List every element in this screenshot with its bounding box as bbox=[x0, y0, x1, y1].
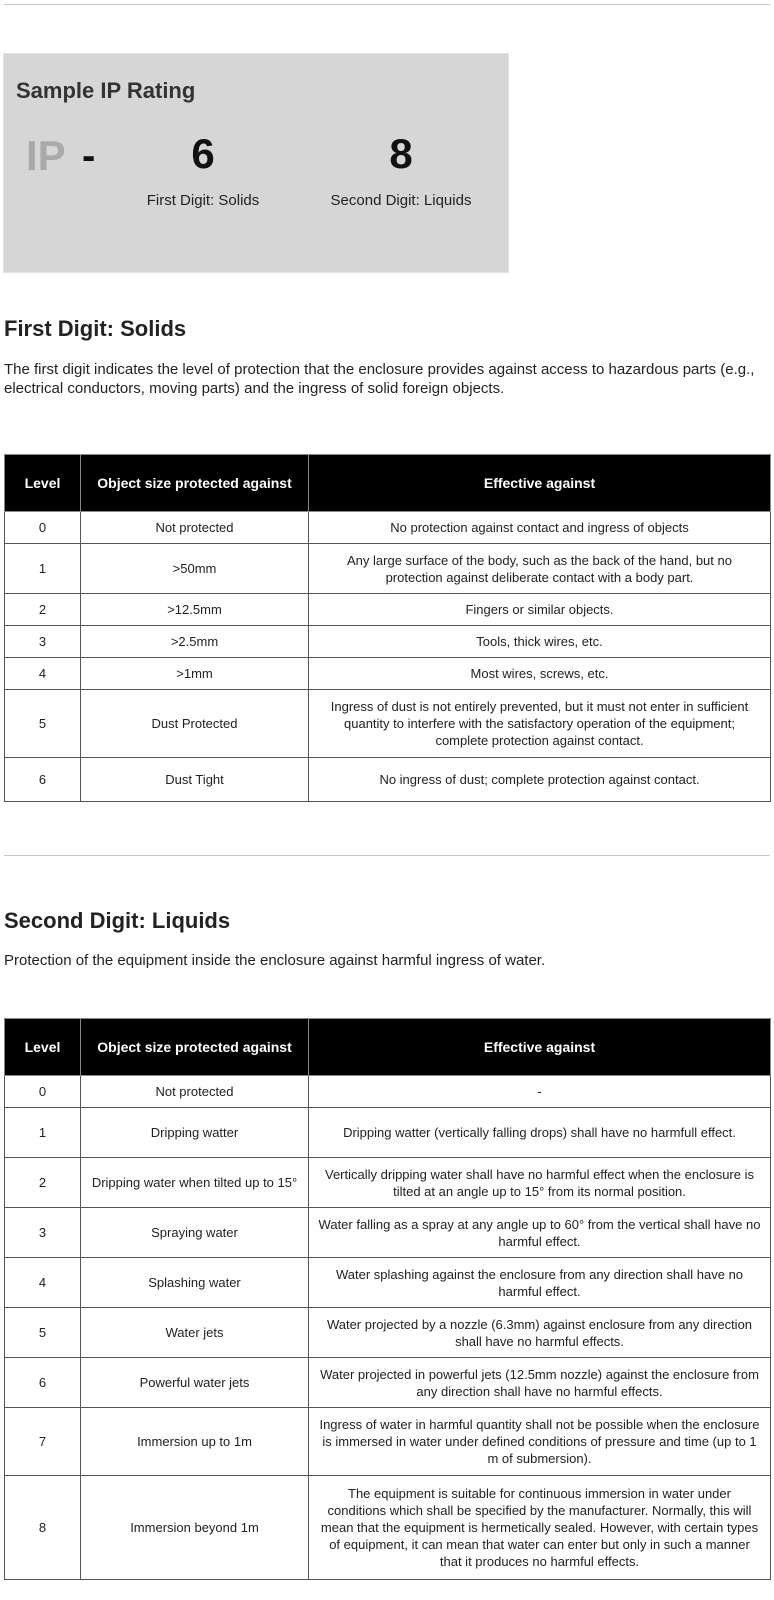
level-cell: 1 bbox=[5, 1108, 81, 1158]
level-cell: 6 bbox=[5, 1358, 81, 1408]
object-size-cell: Dripping water when tilted up to 15° bbox=[81, 1158, 309, 1208]
object-size-cell: >1mm bbox=[81, 658, 309, 690]
liquids-description: Protection of the equipment inside the enclosure against harmful ingress of water. bbox=[4, 952, 546, 969]
header-effective-against: Effective against bbox=[309, 455, 771, 512]
level-cell: 1 bbox=[5, 544, 81, 594]
level-cell: 6 bbox=[5, 758, 81, 802]
table-row bbox=[5, 1476, 771, 1580]
effective-against-cell: Ingress of dust is not entirely prevented, but it must not enter in sufficient quantity to interfere with the satisfactory operation of the equipment; complete protection against contact. bbox=[309, 690, 771, 758]
second-digit-caption: Second Digit: Liquids bbox=[330, 192, 472, 209]
ip-dash: - bbox=[82, 134, 96, 178]
table-row bbox=[5, 658, 771, 690]
header-object-size: Object size protected against bbox=[81, 455, 309, 512]
object-size-cell: Spraying water bbox=[81, 1208, 309, 1258]
object-size-cell: Not protected bbox=[81, 512, 309, 544]
liquids-section-title: Second Digit: Liquids bbox=[4, 908, 231, 933]
level-cell: 5 bbox=[5, 1308, 81, 1358]
object-size-cell: Not protected bbox=[81, 1076, 309, 1108]
header-level: Level bbox=[5, 1019, 81, 1076]
effective-against-cell: Most wires, screws, etc. bbox=[309, 658, 771, 690]
effective-against-cell: The equipment is suitable for continuous immersion in water under conditions which shall be specified by the manufacturer. Normally, this will mean that the equipment is hermetically sealed. However, with certain types of equipment, it can mean that water can enter but only in such a manner that it produces no harmful effects. bbox=[309, 1476, 771, 1580]
top-divider bbox=[4, 4, 770, 5]
object-size-cell: Powerful water jets bbox=[81, 1358, 309, 1408]
effective-against-cell: Any large surface of the body, such as the back of the hand, but no protection against deliberate contact with a body part. bbox=[309, 544, 771, 594]
object-size-cell: Water jets bbox=[81, 1308, 309, 1358]
liquids-table bbox=[4, 1018, 771, 1580]
header-effective-against: Effective against bbox=[309, 1019, 771, 1076]
effective-against-cell: Water projected by a nozzle (6.3mm) against enclosure from any direction shall have no harmful effects. bbox=[309, 1308, 771, 1358]
solids-section-title: First Digit: Solids bbox=[4, 316, 187, 341]
table-row bbox=[5, 1108, 771, 1158]
table-row bbox=[5, 1308, 771, 1358]
table-row bbox=[5, 594, 771, 626]
ip-label: IP bbox=[26, 132, 66, 179]
solids-table bbox=[4, 454, 771, 802]
level-cell: 4 bbox=[5, 1258, 81, 1308]
table-row bbox=[5, 626, 771, 658]
effective-against-cell: Water splashing against the enclosure from any direction shall have no harmful effect. bbox=[309, 1258, 771, 1308]
table-row bbox=[5, 1408, 771, 1476]
effective-against-cell: - bbox=[309, 1076, 771, 1108]
table-row bbox=[5, 1076, 771, 1108]
header-object-size: Object size protected against bbox=[81, 1019, 309, 1076]
effective-against-cell: Water falling as a spray at any angle up to 60° from the vertical shall have no harmful effect. bbox=[309, 1208, 771, 1258]
effective-against-cell: No protection against contact and ingress of objects bbox=[309, 512, 771, 544]
table-row bbox=[5, 1158, 771, 1208]
effective-against-cell: Vertically dripping water shall have no harmful effect when the enclosure is tilted at an angle up to 15° from its normal position. bbox=[309, 1158, 771, 1208]
level-cell: 5 bbox=[5, 690, 81, 758]
first-digit-value: 6 bbox=[191, 130, 215, 177]
table-row bbox=[5, 512, 771, 544]
level-cell: 8 bbox=[5, 1476, 81, 1580]
sample-title: Sample IP Rating bbox=[16, 78, 196, 103]
level-cell: 2 bbox=[5, 1158, 81, 1208]
level-cell: 7 bbox=[5, 1408, 81, 1476]
object-size-cell: Immersion beyond 1m bbox=[81, 1476, 309, 1580]
level-cell: 2 bbox=[5, 594, 81, 626]
sample-ip-rating-panel bbox=[3, 53, 509, 273]
header-level: Level bbox=[5, 455, 81, 512]
level-cell: 3 bbox=[5, 1208, 81, 1258]
section-divider bbox=[4, 855, 770, 856]
effective-against-cell: Dripping watter (vertically falling drops) shall have no harmfull effect. bbox=[309, 1108, 771, 1158]
object-size-cell: Immersion up to 1m bbox=[81, 1408, 309, 1476]
object-size-cell: >2.5mm bbox=[81, 626, 309, 658]
table-row bbox=[5, 758, 771, 802]
second-digit-value: 8 bbox=[389, 130, 413, 177]
level-cell: 0 bbox=[5, 512, 81, 544]
effective-against-cell: No ingress of dust; complete protection against contact. bbox=[309, 758, 771, 802]
first-digit-caption: First Digit: Solids bbox=[146, 192, 260, 209]
table-row bbox=[5, 1258, 771, 1308]
table-row bbox=[5, 690, 771, 758]
object-size-cell: Dust Tight bbox=[81, 758, 309, 802]
level-cell: 0 bbox=[5, 1076, 81, 1108]
level-cell: 4 bbox=[5, 658, 81, 690]
effective-against-cell: Fingers or similar objects. bbox=[309, 594, 771, 626]
effective-against-cell: Tools, thick wires, etc. bbox=[309, 626, 771, 658]
table-header-row bbox=[5, 1019, 771, 1076]
effective-against-cell: Ingress of water in harmful quantity shall not be possible when the enclosure is immersed in water under defined conditions of pressure and time (up to 1 m of submersion). bbox=[309, 1408, 771, 1476]
object-size-cell: >50mm bbox=[81, 544, 309, 594]
table-row bbox=[5, 1208, 771, 1258]
table-row bbox=[5, 544, 771, 594]
table-header-row bbox=[5, 455, 771, 512]
object-size-cell: Splashing water bbox=[81, 1258, 309, 1308]
effective-against-cell: Water projected in powerful jets (12.5mm nozzle) against the enclosure from any direction shall have no harmful effects. bbox=[309, 1358, 771, 1408]
object-size-cell: Dust Protected bbox=[81, 690, 309, 758]
solids-description: The first digit indicates the level of protection that the enclosure provides against access to hazardous parts (e.g., electrical conductors, moving parts) and the ingress of solid foreign objects. bbox=[4, 361, 755, 397]
object-size-cell: Dripping watter bbox=[81, 1108, 309, 1158]
table-row bbox=[5, 1358, 771, 1408]
level-cell: 3 bbox=[5, 626, 81, 658]
object-size-cell: >12.5mm bbox=[81, 594, 309, 626]
